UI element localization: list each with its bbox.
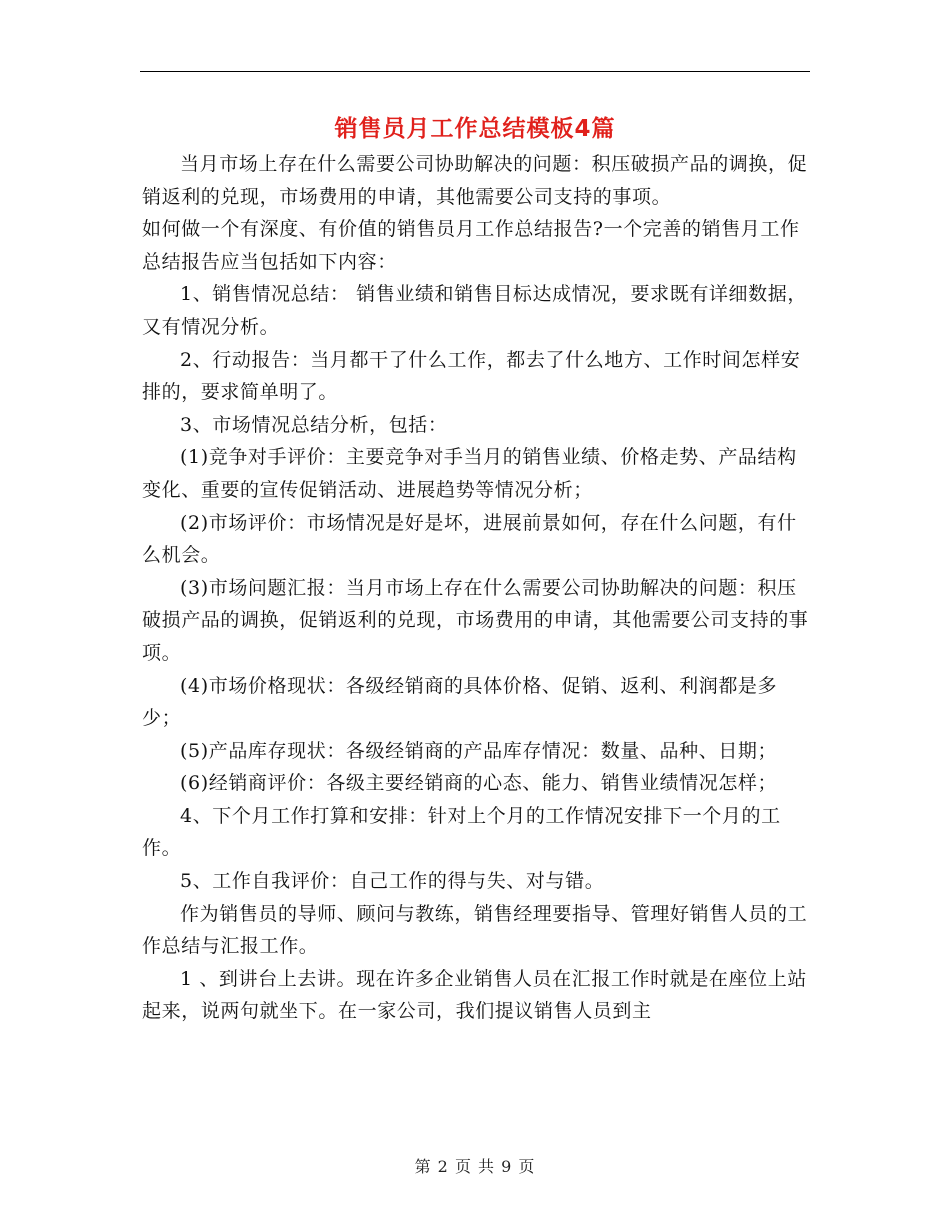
paragraph: 如何做一个有深度、有价值的销售员月工作总结报告?一个完善的销售月工作总结报告应当包括如下内容： bbox=[142, 218, 800, 273]
paragraph: 1、销售情况总结： 销售业绩和销售目标达成情况，要求既有详细数据，又有情况分析。 bbox=[142, 283, 807, 338]
paragraph: 作为销售员的导师、顾问与教练，销售经理要指导、管理好销售人员的工作总结与汇报工作。 bbox=[142, 902, 808, 958]
paragraph: (5)产品库存现状：各级经销商的产品库存情况：数量、品种、日期； bbox=[180, 739, 778, 762]
paragraph: 2、行动报告：当月都干了什么工作，都去了什么地方、工作时间怎样安排的，要求简单明了。 bbox=[142, 348, 801, 404]
header-rule bbox=[140, 71, 810, 72]
paragraph: (6)经销商评价：各级主要经销商的心态、能力、销售业绩情况怎样； bbox=[180, 772, 778, 795]
document-body bbox=[142, 148, 814, 1028]
paragraph: (4)市场价格现状：各级经销商的具体价格、促销、返利、利润都是多少； bbox=[142, 674, 778, 730]
paragraph: (2)市场评价：市场情况是好是坏，进展前景如何，存在什么问题，有什么机会。 bbox=[142, 511, 797, 567]
paragraph: (1)竞争对手评价：主要竞争对手当月的销售业绩、价格走势、产品结构变化、重要的宣传促销活动、进展趋势等情况分析； bbox=[142, 446, 797, 501]
paragraph: 5、工作自我评价：自己工作的得与失、对与错。 bbox=[180, 870, 605, 893]
page-number: 第 2 页 共 9 页 bbox=[414, 1157, 536, 1176]
document-title: 销售员月工作总结模板4篇 bbox=[334, 116, 616, 142]
paragraph: 1 、到讲台上去讲。现在许多企业销售人员在汇报工作时就是在座位上站起来，说两句就坐下。在一家公司，我们提议销售人员到主 bbox=[142, 967, 807, 1023]
paragraph: (3)市场问题汇报：当月市场上存在什么需要公司协助解决的问题：积压破损产品的调换，促销返利的兑现，市场费用的申请，其他需要公司支持的事项。 bbox=[142, 576, 809, 664]
paragraph: 当月市场上存在什么需要公司协助解决的问题：积压破损产品的调换，促销返利的兑现，市场费用的申请，其他需要公司支持的事项。 bbox=[142, 153, 808, 208]
paragraph: 3、市场情况总结分析，包括： bbox=[180, 413, 448, 436]
paragraph: 4、下个月工作打算和安排：针对上个月的工作情况安排下一个月的工作。 bbox=[142, 804, 781, 860]
